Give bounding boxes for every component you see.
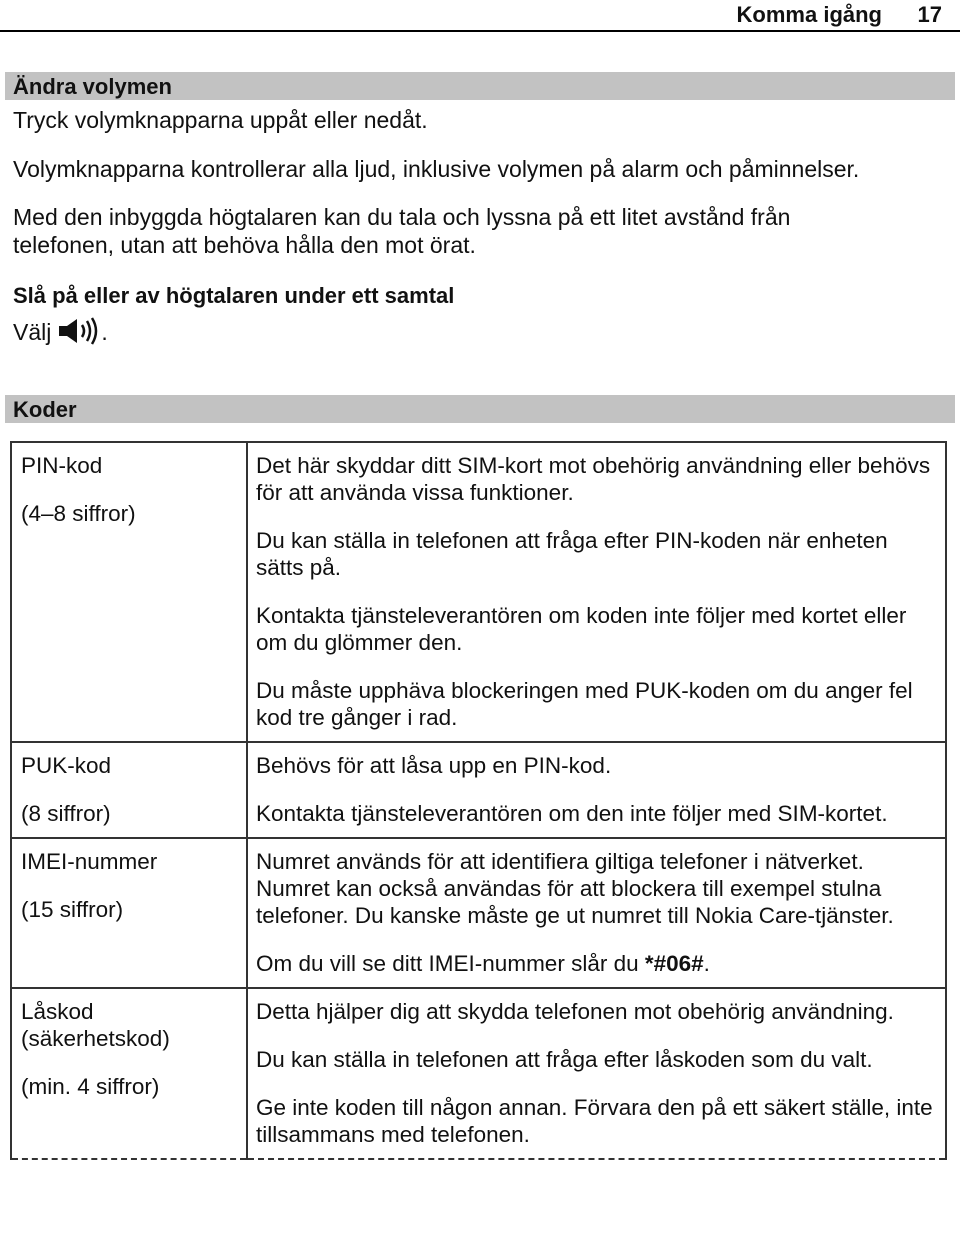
code-length: (15 siffror): [21, 897, 124, 922]
volume-paragraph-3: Med den inbyggda högtalaren kan du tala och lyssna på ett litet avstånd från telefonen, utan att behöva hålla den mot örat.: [13, 204, 791, 258]
select-suffix: .: [101, 319, 108, 345]
section-title: Ändra volymen: [13, 74, 172, 99]
imei-instruction: [256, 950, 939, 977]
table-row: [11, 442, 946, 742]
code-name: PUK-kod: [21, 753, 112, 778]
code-description: Kontakta tjänsteleverantören om den inte följer med SIM-kortet.: [256, 801, 888, 826]
volume-paragraph-2: Volymknapparna kontrollerar alla ljud, inklusive volymen på alarm och påminnelser.: [13, 156, 860, 182]
code-name: PIN-kod: [21, 453, 103, 478]
code-length: (8 siffror): [21, 801, 111, 826]
section-title: Koder: [13, 397, 77, 422]
code-name-cell: [11, 742, 247, 838]
code-description-cell: [247, 742, 946, 838]
speaker-subheading: Slå på eller av högtalaren under ett samtal: [13, 283, 455, 308]
code-description: Behövs för att låsa upp en PIN-kod.: [256, 753, 612, 778]
code-description-cell: [247, 838, 946, 988]
page-number: 17: [917, 2, 942, 27]
code-name-cell: [11, 988, 247, 1159]
volume-paragraph-1: Tryck volymknapparna uppåt eller nedåt.: [13, 107, 428, 133]
code-description: Kontakta tjänsteleverantören om koden inte följer med kortet eller om du glömmer den.: [256, 603, 907, 655]
code-description-cell: [247, 442, 946, 742]
code-description: Det här skyddar ditt SIM-kort mot obehörig användning eller behövs för att använda vissa funktioner.: [256, 453, 931, 505]
imei-code: *#06#: [644, 951, 704, 976]
code-name: IMEI-nummer: [21, 849, 158, 874]
imei-instruction-suffix: .: [703, 951, 710, 976]
chapter-title: Komma igång: [736, 2, 882, 27]
code-description: Du kan ställa in telefonen att fråga efter låskoden som du valt.: [256, 1047, 873, 1072]
code-length: (min. 4 siffror): [21, 1074, 160, 1099]
code-description: Du kan ställa in telefonen att fråga efter PIN-koden när enheten sätts på.: [256, 528, 888, 580]
code-description: Numret används för att identifiera giltiga telefoner i nätverket. Numret kan också användas för att blockera till exempel stulna telefoner. Du kanske måste ge ut numret till Nokia Care-tjänster.: [256, 849, 894, 928]
speaker-icon[interactable]: [57, 316, 101, 352]
table-row: [11, 838, 946, 988]
code-length: (4–8 siffror): [21, 501, 136, 526]
imei-instruction-text: Om du vill se ditt IMEI-nummer slår du: [256, 951, 645, 976]
table-row: [11, 742, 946, 838]
code-name: Låskod (säkerhetskod): [21, 999, 170, 1051]
select-label: Välj: [13, 319, 52, 345]
code-description: Detta hjälper dig att skydda telefonen mot obehörig användning.: [256, 999, 894, 1024]
code-description: Ge inte koden till någon annan. Förvara den på ett säkert ställe, inte tillsammans med telefonen.: [256, 1095, 933, 1147]
code-description-cell: [247, 988, 946, 1159]
section-heading-volume: [5, 72, 955, 100]
code-description: Du måste upphäva blockeringen med PUK-koden om du anger fel kod tre gånger i rad.: [256, 678, 913, 730]
code-name-cell: [11, 442, 247, 742]
code-name-cell: [11, 838, 247, 988]
section-heading-codes: [5, 395, 955, 423]
table-row: [11, 988, 946, 1159]
page-header: [0, 0, 960, 32]
codes-table: [10, 441, 947, 1160]
speaker-instruction: [13, 316, 943, 352]
